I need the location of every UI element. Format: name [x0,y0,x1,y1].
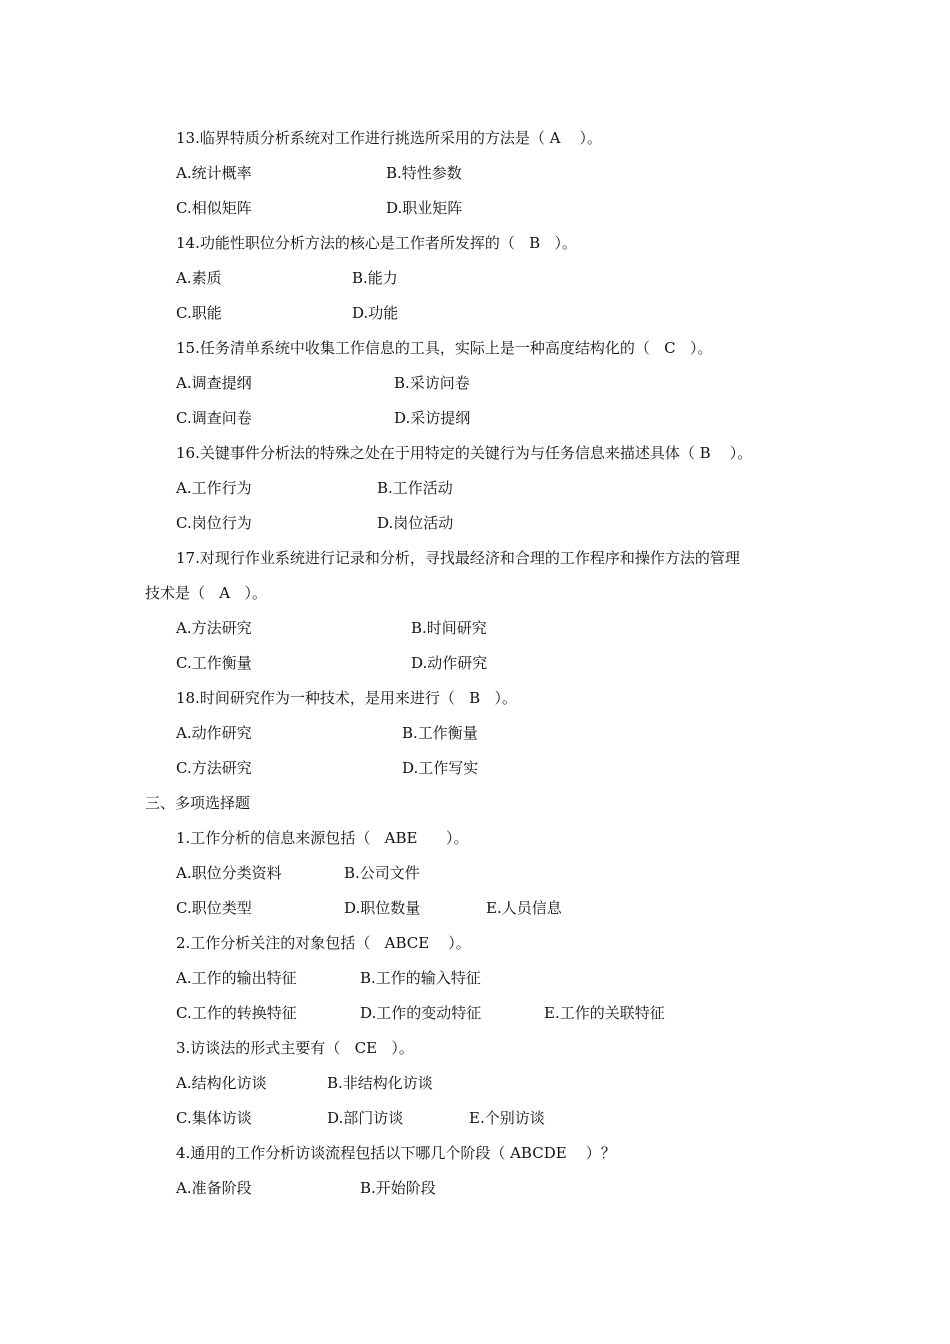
text-line: A.调查提纲 [176,374,252,392]
text-line: B.时间研究 [411,619,487,637]
text-line: B.开始阶段 [360,1179,436,1197]
text-line: C.职能 [176,304,222,322]
text-line: C.工作衡量 [176,654,252,672]
text-line: A.动作研究 [176,724,252,742]
text-line: A.素质 [176,269,222,287]
text-line: C.工作的转换特征 [176,1004,297,1022]
text-line: 17.对现行作业系统进行记录和分析，寻找最经济和合理的工作程序和操作方法的管理 [176,549,740,567]
text-line: D.职业矩阵 [386,199,463,217]
text-line: D.采访提纲 [394,409,471,427]
text-line: C.调查问卷 [176,409,252,427]
text-line: D.部门访谈 [327,1109,404,1127]
text-line: 14.功能性职位分析方法的核心是工作者所发挥的（ B ）。 [176,234,577,252]
text-line: D.工作的变动特征 [360,1004,482,1022]
text-line: B.采访问卷 [394,374,470,392]
text-line: A.工作行为 [176,479,252,497]
text-line: 13.临界特质分析系统对工作进行挑选所采用的方法是（ A ）。 [176,129,603,147]
text-line: B.能力 [352,269,398,287]
text-line: D.工作写实 [402,759,479,777]
text-line: B.工作的输入特征 [360,969,481,987]
text-line: C.集体访谈 [176,1109,252,1127]
text-line: E.工作的关联特征 [544,1004,665,1022]
text-line: 4.通用的工作分析访谈流程包括以下哪几个阶段（ ABCDE ）？ [176,1144,616,1162]
text-line: C.职位类型 [176,899,252,917]
text-line: D.岗位活动 [377,514,454,532]
text-line: B.公司文件 [344,864,420,882]
text-line: 三、多项选择题 [145,794,251,812]
text-line: B.工作活动 [377,479,453,497]
text-line: 技术是（ A ）。 [145,584,267,602]
text-line: 15.任务清单系统中收集工作信息的工具，实际上是一种高度结构化的（ C ）。 [176,339,713,357]
text-line: B.工作衡量 [402,724,478,742]
text-line: E.人员信息 [486,899,562,917]
text-line: C.方法研究 [176,759,252,777]
text-line: A.工作的输出特征 [176,969,297,987]
text-line: C.岗位行为 [176,514,252,532]
text-line: E.个别访谈 [469,1109,545,1127]
text-line: B.特性参数 [386,164,462,182]
text-line: A.方法研究 [176,619,252,637]
text-line: C.相似矩阵 [176,199,252,217]
text-line: D.动作研究 [411,654,488,672]
text-line: A.职位分类资料 [176,864,282,882]
text-line: A.准备阶段 [176,1179,252,1197]
text-line: D.功能 [352,304,399,322]
text-line: 2.工作分析关注的对象包括（ ABCE ）。 [176,934,471,952]
text-line: 3.访谈法的形式主要有（ CE ）。 [176,1039,414,1057]
text-line: A.统计概率 [176,164,252,182]
text-line: 1.工作分析的信息来源包括（ ABE ）。 [176,829,469,847]
text-line: 18.时间研究作为一种技术，是用来进行（ B ）。 [176,689,517,707]
text-line: A.结构化访谈 [176,1074,267,1092]
text-line: D.职位数量 [344,899,421,917]
text-line: B.非结构化访谈 [327,1074,433,1092]
text-line: 16.关键事件分析法的特殊之处在于用特定的关键行为与任务信息来描述具体（ B ）。 [176,444,753,462]
